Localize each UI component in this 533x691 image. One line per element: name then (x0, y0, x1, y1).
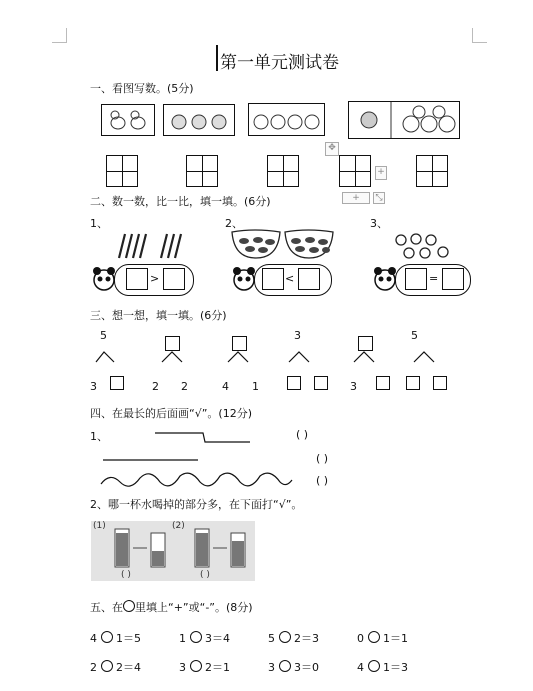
move-handle-icon[interactable]: ✥ (325, 142, 339, 156)
cup-answer-1[interactable]: ( ) (121, 570, 131, 580)
apples-picture (393, 232, 463, 262)
operand: 0 (357, 632, 364, 645)
operator-circle[interactable] (279, 631, 291, 643)
lines-figure (98, 428, 298, 494)
answer-grid-1[interactable] (106, 155, 138, 187)
circle-icon (123, 600, 135, 612)
section-1-heading: 一、看图写数。(5分) (90, 82, 194, 95)
answer-grid-2[interactable] (186, 155, 218, 187)
q2-item-2-number: 2、 (225, 217, 243, 230)
split-bottom-1a: 3 (90, 380, 97, 393)
fish-bowls-picture (230, 228, 340, 260)
split-bottom-box-4a[interactable] (287, 376, 301, 390)
compare-box-2a[interactable] (262, 268, 284, 290)
equation-8 (357, 659, 408, 675)
equation-6 (179, 659, 230, 675)
answer-grid-3[interactable] (267, 155, 299, 187)
picture-four-tomatoes (248, 103, 325, 136)
operand: 4 (357, 661, 364, 674)
equation-1 (90, 630, 141, 646)
split-bottom-2a: 2 (152, 380, 159, 393)
cup-label-2: (2) (172, 521, 185, 531)
equation-3 (268, 630, 319, 646)
split-bottom-box-4b[interactable] (314, 376, 328, 390)
picture-three-peaches (163, 104, 235, 136)
split-bottom-5a: 3 (350, 380, 357, 393)
corner-mark-tr (472, 28, 487, 43)
equation-rest: 1＝1 (383, 632, 408, 645)
add-column-button[interactable]: + (375, 166, 387, 180)
split-bottom-2b: 2 (181, 380, 188, 393)
split-bottom-box-6a[interactable] (406, 376, 420, 390)
picture-flower-and-apples (348, 101, 460, 139)
split-top-1: 5 (100, 329, 107, 342)
operator-circle[interactable] (368, 660, 380, 672)
equation-rest: 3＝4 (205, 632, 230, 645)
equation-4 (357, 630, 408, 646)
cup-answer-2[interactable]: ( ) (200, 570, 210, 580)
pencils-picture (115, 230, 195, 260)
operator-circle[interactable] (368, 631, 380, 643)
compare-sign-3: = (429, 272, 439, 285)
compare-box-1a[interactable] (126, 268, 148, 290)
operand: 5 (268, 632, 275, 645)
panda-icon (232, 266, 256, 292)
page-title: 第一单元测试卷 (220, 53, 339, 73)
text-cursor (216, 45, 218, 71)
split-bottom-3a: 4 (222, 380, 229, 393)
compare-box-1b[interactable] (163, 268, 185, 290)
operator-circle[interactable] (190, 660, 202, 672)
compare-sign-2: < (285, 272, 295, 285)
operator-circle[interactable] (101, 631, 113, 643)
equation-5 (90, 659, 141, 675)
section-4-heading: 四、在最长的后面画“√”。(12分) (90, 407, 252, 420)
operand: 4 (90, 632, 97, 645)
q2-item-1-number: 1、 (90, 217, 108, 230)
split-bottom-3b: 1 (252, 380, 259, 393)
operand: 3 (268, 661, 275, 674)
resize-handle-icon[interactable]: ⤡ (373, 192, 385, 204)
split-top-6: 5 (411, 329, 418, 342)
panda-icon (373, 266, 397, 292)
equation-rest: 2＝3 (294, 632, 319, 645)
split-bottom-box-1b[interactable] (110, 376, 124, 390)
panda-icon (92, 266, 116, 292)
section-3-heading: 三、想一想，填一填。(6分) (90, 309, 227, 322)
answer-paren-1[interactable]: ( ) (296, 428, 309, 441)
split-top-4: 3 (294, 329, 301, 342)
compare-box-3a[interactable] (405, 268, 427, 290)
equation-rest: 1＝3 (383, 661, 408, 674)
split-branches (90, 348, 450, 364)
add-row-button[interactable]: + (342, 192, 370, 204)
operator-circle[interactable] (190, 631, 202, 643)
equation-2 (179, 630, 230, 646)
equation-rest: 1＝5 (116, 632, 141, 645)
equation-7 (268, 659, 319, 675)
cup-label-1: (1) (93, 521, 106, 531)
answer-grid-5[interactable] (416, 155, 448, 187)
equation-rest: 2＝4 (116, 661, 141, 674)
q4-1-number: 1、 (90, 430, 108, 443)
operand: 3 (179, 661, 186, 674)
answer-grid-4[interactable] (339, 155, 371, 187)
operator-circle[interactable] (279, 660, 291, 672)
q4-2-text: 2、哪一杯水喝掉的部分多，在下面打“√”。 (90, 498, 303, 511)
answer-paren-2[interactable]: ( ) (316, 452, 329, 465)
corner-mark-tl (52, 28, 67, 43)
q2-item-3-number: 3、 (370, 217, 388, 230)
answer-paren-3[interactable]: ( ) (316, 474, 329, 487)
section-5-heading (90, 599, 253, 615)
compare-box-3b[interactable] (442, 268, 464, 290)
compare-box-2b[interactable] (298, 268, 320, 290)
section-2-heading: 二、数一数，比一比，填一填。(6分) (90, 195, 271, 208)
equation-rest: 3＝0 (294, 661, 319, 674)
operand: 1 (179, 632, 186, 645)
picture-two-chicks (101, 104, 155, 136)
operator-circle[interactable] (101, 660, 113, 672)
split-bottom-box-5b[interactable] (376, 376, 390, 390)
section-5-heading-post: 里填上“+”或“-”。(8分) (135, 601, 253, 614)
split-bottom-box-6b[interactable] (433, 376, 447, 390)
compare-sign-1: > (150, 272, 160, 285)
section-5-heading-pre: 五、在 (90, 601, 123, 614)
operand: 2 (90, 661, 97, 674)
equation-rest: 2＝1 (205, 661, 230, 674)
